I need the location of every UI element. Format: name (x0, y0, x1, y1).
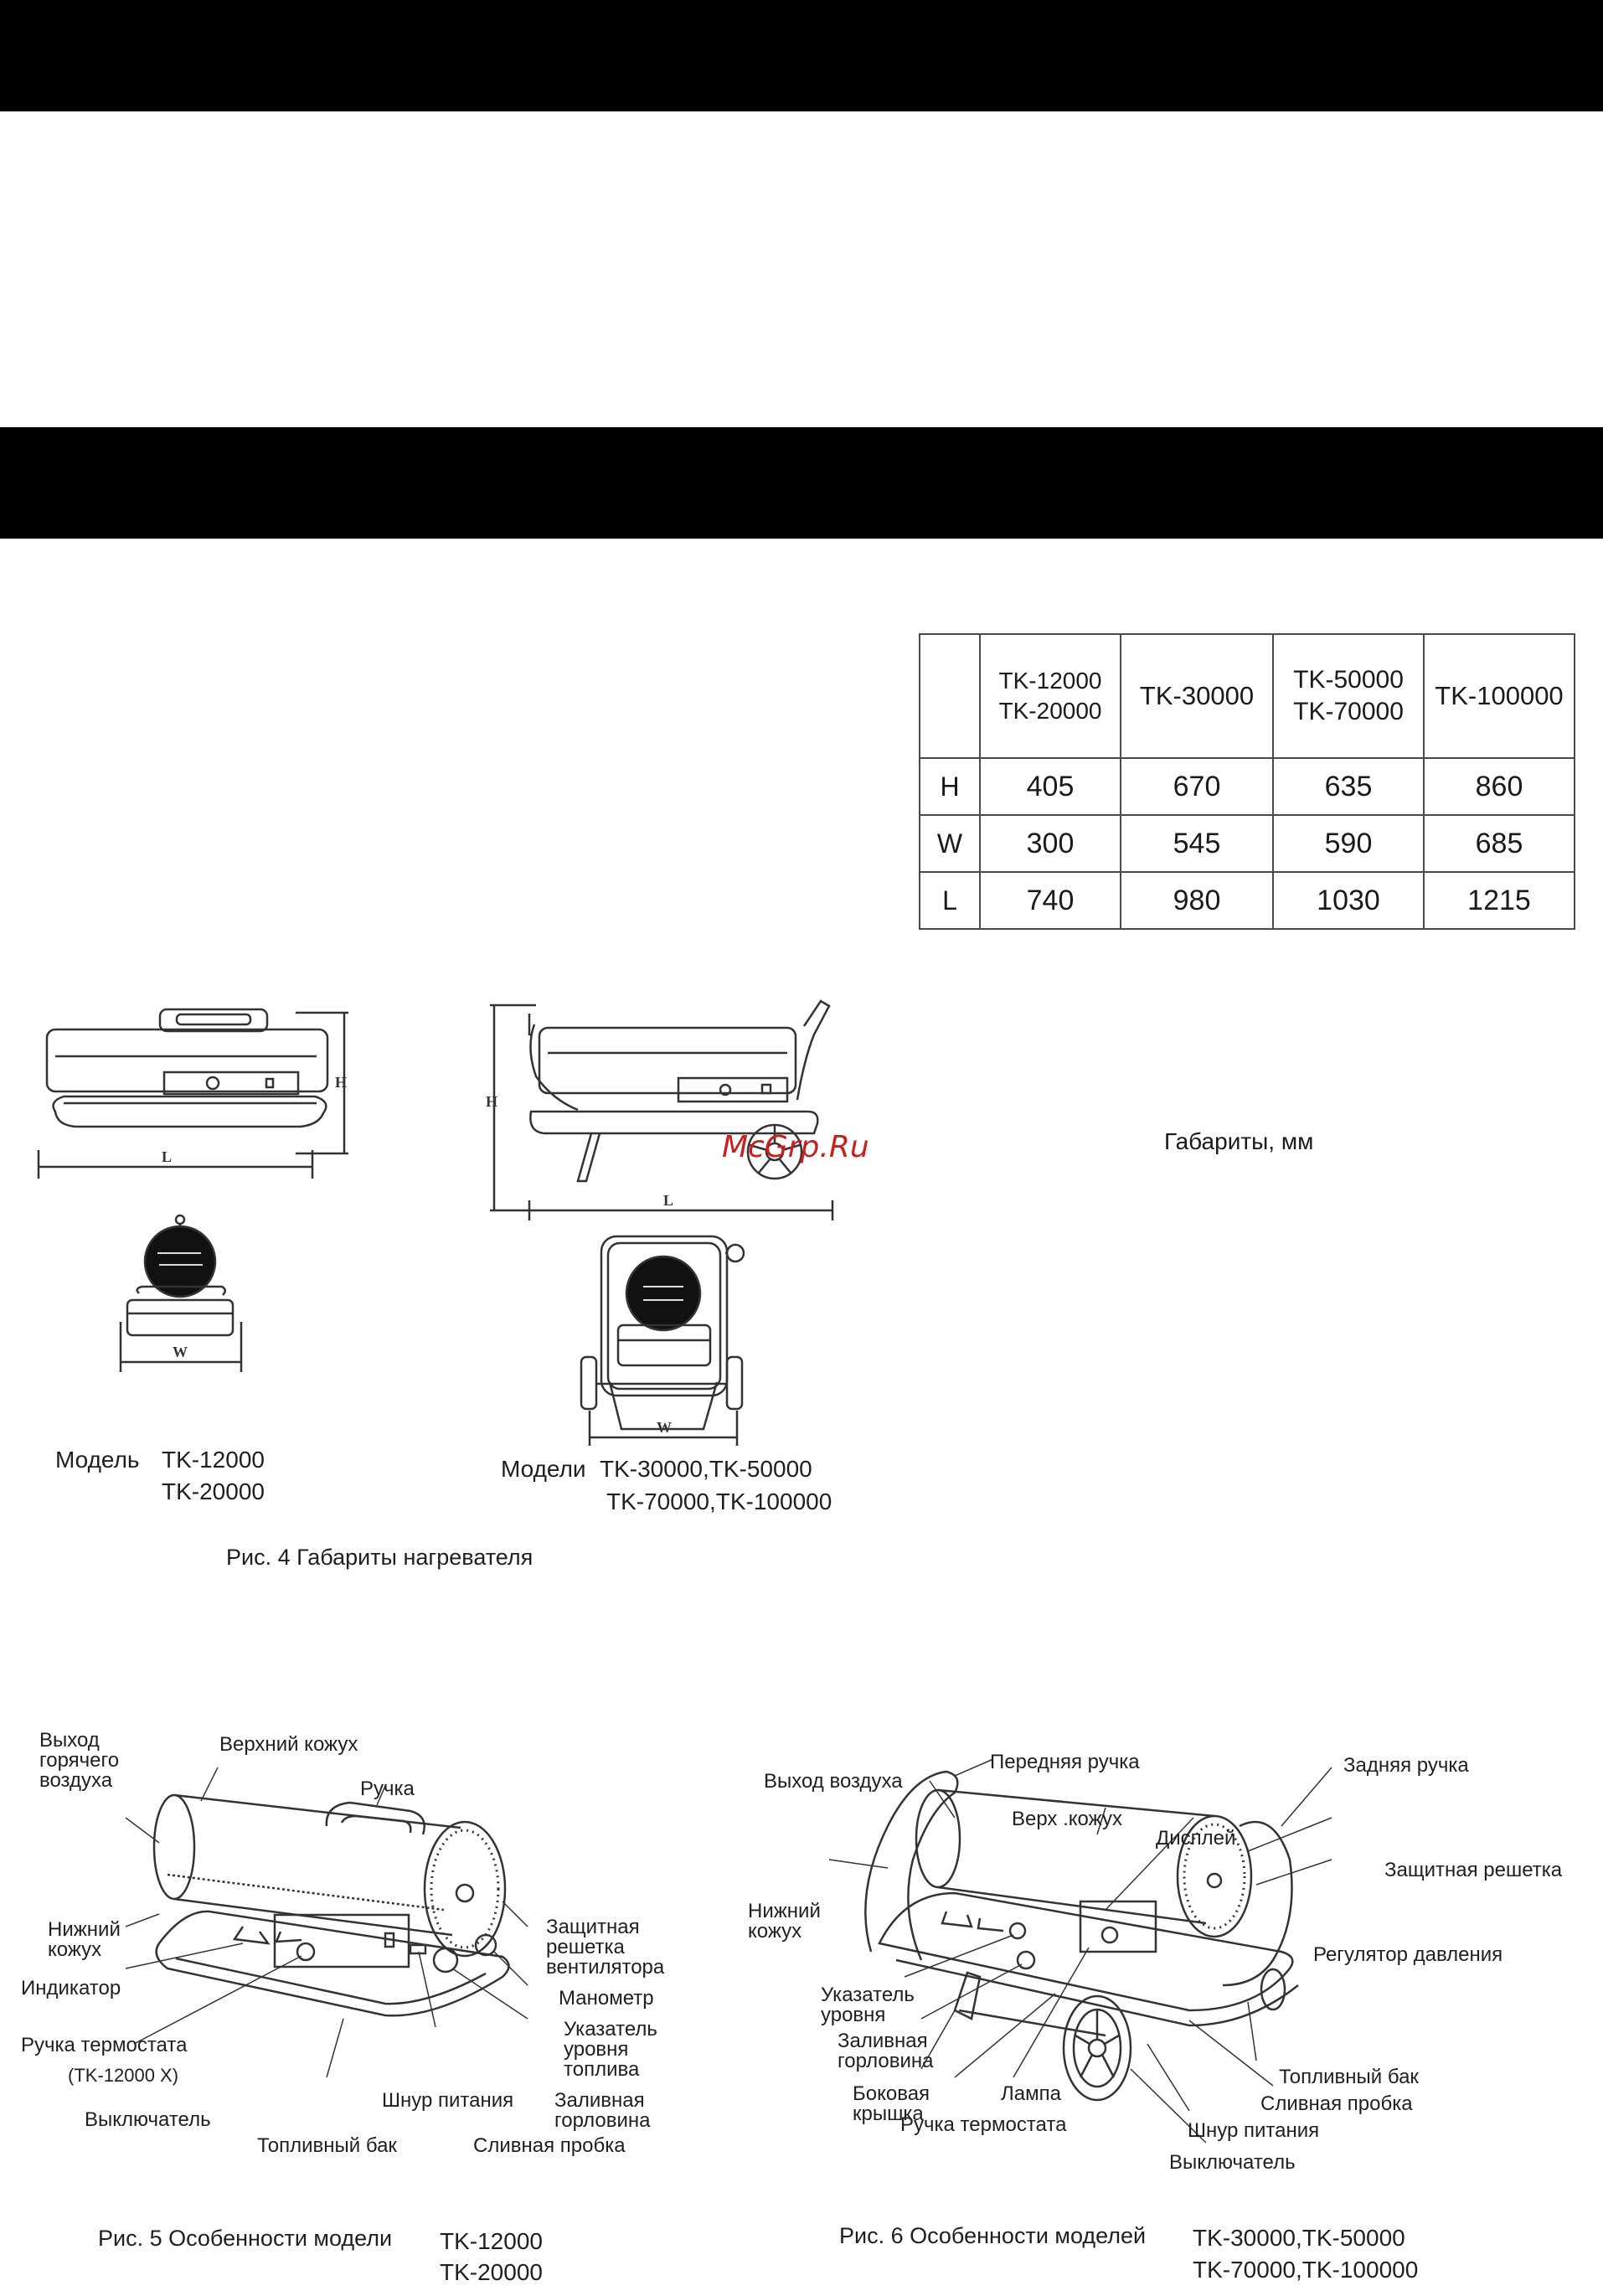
dim-label-w-small: W (173, 1344, 188, 1360)
table-row-label: H (920, 758, 980, 815)
fig6-label-power-cord: Шнур питания (1188, 2119, 1320, 2142)
table-cell: 980 (1121, 872, 1273, 929)
fig6-label-guard: Защитная решетка (1384, 1859, 1563, 1881)
fig5-label-indicator: Индикатор (21, 1977, 121, 1999)
fig6-label-level-gauge: Указатель уровня (821, 1984, 915, 2026)
fig5-caption-model-2: TK-20000 (440, 2259, 543, 2285)
fig5-label-power-cord: Шнур питания (382, 2089, 514, 2112)
fig6-label-upper-cover: Верх .кожух (1012, 1808, 1122, 1830)
fig4-caption: Рис. 4 Габариты нагревателя (226, 1545, 533, 1570)
fig6-caption-models-1: TK-30000,TK-50000 (1193, 2225, 1405, 2251)
table-cell: 590 (1273, 815, 1424, 872)
fig6-label-side-cover: Боковая крышка (853, 2082, 930, 2125)
fig6-label-pressure-regulator: Регулятор давления (1313, 1943, 1503, 1966)
fig5-label-upper-cover: Верхний кожух (219, 1733, 358, 1756)
fig6-label-rear-handle: Задняя ручка (1343, 1754, 1469, 1777)
table-col-header: TK-12000 TK-20000 (980, 634, 1121, 758)
fig4-right-caption-models-2: TK-70000,TK-100000 (606, 1489, 832, 1514)
small-heater-side-drawing (23, 1001, 375, 1194)
table-row (920, 815, 1575, 872)
table-cell: 545 (1121, 815, 1273, 872)
table-cell: 405 (980, 758, 1121, 815)
fig4-left-caption-model-2: TK-20000 (162, 1478, 265, 1504)
fig5-label-thermostat-knob: Ручка термостата (21, 2034, 188, 2056)
fig5-label-thermostat-note: (TK-12000 X) (68, 2065, 179, 2086)
table-row-label: W (920, 815, 980, 872)
table-col-header: TK-30000 (1121, 634, 1273, 758)
fig4-right-caption-models-1: TK-30000,TK-50000 (600, 1456, 812, 1482)
fig5-label-drain-plug: Сливная пробка (473, 2134, 626, 2157)
fig5-label-filler-neck: Заливная горловина (554, 2089, 651, 2132)
fig6-label-switch: Выключатель (1169, 2151, 1296, 2174)
large-heater-side-drawing (486, 1001, 846, 1227)
large-heater-front-drawing (570, 1231, 754, 1449)
table-cell: 670 (1121, 758, 1273, 815)
fig5-label-fuel-gauge: Указатель уровня топлива (564, 2018, 657, 2081)
table-row (920, 872, 1575, 929)
fig6-label-air-outlet: Выход воздуха (764, 1770, 903, 1793)
fig6-label-display: Дисплей (1156, 1827, 1236, 1850)
dim-label-h-large: H (486, 1093, 498, 1110)
fig6-label-front-handle: Передняя ручка (990, 1751, 1140, 1773)
fig5-label-lower-cover: Нижний кожух (48, 1918, 121, 1961)
table-cell: 740 (980, 872, 1121, 929)
fig5-label-fuel-tank: Топливный бак (257, 2134, 397, 2157)
watermark: McGrp.Ru (722, 1130, 869, 1164)
table-row-label: L (920, 872, 980, 929)
fig5-label-manometer: Манометр (559, 1987, 654, 2010)
fig5-label-hot-air-outlet: Выход горячего воздуха (39, 1729, 120, 1792)
fig4-left-caption-prefix: Модель (55, 1447, 140, 1473)
table-cell: 685 (1424, 815, 1575, 872)
table-cell: 1030 (1273, 872, 1424, 929)
fig4-left-caption-model-1: TK-12000 (162, 1447, 265, 1473)
fig5-label-switch: Выключатель (85, 2108, 211, 2131)
fig6-label-fuel-tank: Топливный бак (1279, 2066, 1419, 2088)
fig6-label-drain-plug: Сливная пробка (1260, 2092, 1413, 2115)
fig6-label-lower-cover: Нижний кожух (748, 1900, 821, 1943)
table-corner-cell (920, 634, 980, 758)
table-col-header: TK-50000 TK-70000 (1273, 634, 1424, 758)
fig5-caption-model-1: TK-12000 (440, 2228, 543, 2254)
fig6-label-lamp: Лампа (1001, 2082, 1061, 2105)
small-heater-front-drawing (109, 1213, 260, 1380)
top-black-band (0, 0, 1603, 111)
fig5-caption: Рис. 5 Особенности модели (98, 2226, 393, 2251)
dim-label-w-large: W (657, 1419, 672, 1436)
fig4-right-caption-prefix: Модели (501, 1456, 586, 1482)
dimensions-table-title: Габариты, мм (1164, 1128, 1314, 1154)
dimensions-table (919, 633, 1575, 930)
fig5-heater-drawing (134, 1767, 570, 2044)
table-row (920, 758, 1575, 815)
fig6-label-filler-neck: Заливная горловина (838, 2030, 934, 2072)
dim-label-h-small: H (335, 1074, 348, 1091)
table-cell: 300 (980, 815, 1121, 872)
table-cell: 860 (1424, 758, 1575, 815)
fig6-label-thermostat-knob: Ручка термостата (900, 2113, 1067, 2136)
second-black-band (0, 427, 1603, 539)
table-cell: 635 (1273, 758, 1424, 815)
fig6-caption-models-2: TK-70000,TK-100000 (1193, 2257, 1419, 2283)
table-col-header: TK-100000 (1424, 634, 1575, 758)
table-cell: 1215 (1424, 872, 1575, 929)
fig5-label-fan-guard: Защитная решетка вентилятора (546, 1916, 665, 1979)
fig6-caption: Рис. 6 Особенности моделей (839, 2223, 1147, 2248)
dim-label-l-large: L (663, 1192, 674, 1209)
fig5-label-handle: Ручка (360, 1777, 415, 1800)
dim-label-l-small: L (162, 1148, 173, 1165)
dimensions-table-header-row (920, 634, 1575, 758)
